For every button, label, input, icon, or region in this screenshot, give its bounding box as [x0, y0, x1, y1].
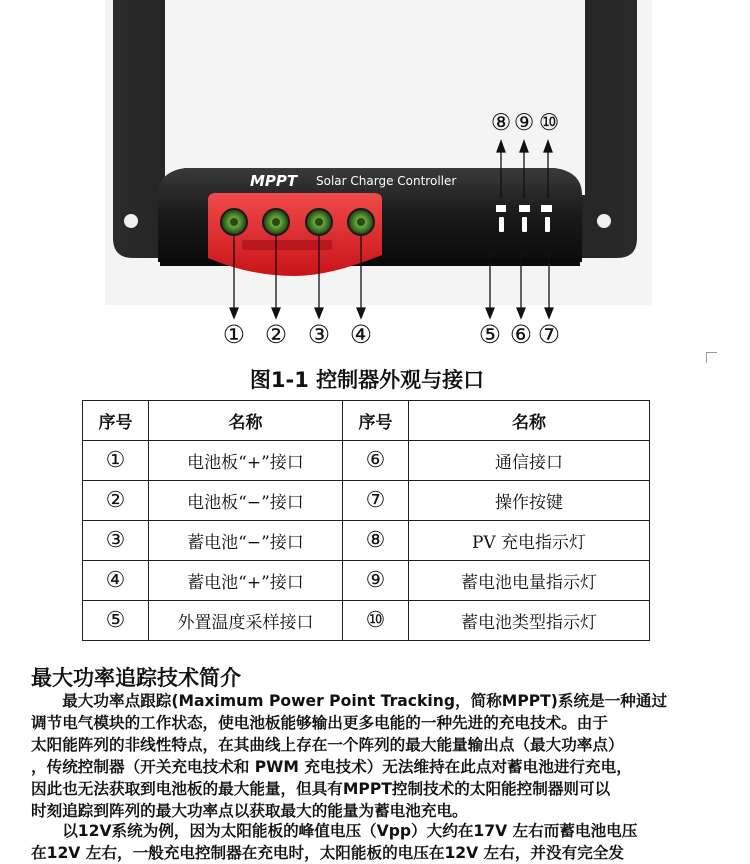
row-name: 外置温度采样接口 [149, 601, 343, 641]
row-index: ⑩ [343, 601, 409, 641]
callout-6: ⑥ [509, 320, 533, 349]
figure-caption: 图1-1 控制器外观与接口 [249, 368, 485, 392]
row-name: 蓄电池电量指示灯 [409, 561, 650, 601]
indicator-icons [496, 205, 552, 212]
table-row [83, 521, 650, 561]
battery-type-indicator-icon [541, 205, 552, 212]
row-index: ⑦ [343, 481, 409, 521]
paragraph-mppt-intro [31, 690, 731, 822]
table-row [83, 481, 650, 521]
table-header-row [83, 401, 650, 441]
row-index: ⑤ [83, 601, 149, 641]
row-index: ① [83, 441, 149, 481]
paragraph-line: 最大功率点跟踪(Maximum Power Point Tracking，简称MPPT)系统是一种通过 [31, 692, 668, 710]
row-name: 蓄电池“−”接口 [149, 521, 343, 561]
button-slot [545, 217, 550, 232]
port-table [82, 400, 650, 641]
row-name: 蓄电池“+”接口 [149, 561, 343, 601]
row-index: ⑧ [343, 521, 409, 561]
row-index: ③ [83, 521, 149, 561]
paragraph-12v-example [31, 820, 731, 864]
brand-logo: MPPT [250, 172, 298, 190]
row-index: ⑨ [343, 561, 409, 601]
callout-2: ② [264, 320, 288, 349]
product-name: Solar Charge Controller [316, 174, 457, 188]
row-index: ④ [83, 561, 149, 601]
pv-indicator-icon [496, 205, 506, 212]
mount-hole-left [124, 214, 138, 228]
callout-10: ⑩ [538, 110, 560, 136]
operate-button-slot [522, 217, 527, 232]
paragraph-line: ，传统控制器（开关充电技术和 PWM 充电技术）无法维持在此点对蓄电池进行充电， [31, 758, 632, 776]
paragraph-line: 在12V 左右，一般充电控制器在充电时，太阳能板的电压在12V 左右，并没有完全发 [31, 844, 624, 862]
header-name-right: 名称 [409, 401, 650, 441]
paragraph-line: 以12V系统为例，因为太阳能板的峰值电压（Vpp）大约在17V 左右而蓄电池电压 [31, 822, 638, 840]
mount-hole-right [597, 214, 611, 228]
row-index: ⑥ [343, 441, 409, 481]
header-index-right: 序号 [343, 401, 409, 441]
callout-3: ③ [307, 320, 331, 349]
row-index: ② [83, 481, 149, 521]
bottom-callout-row [0, 320, 750, 354]
row-name: 电池板“+”接口 [149, 441, 343, 481]
paragraph-line: 太阳能阵列的非线性特点，在其曲线上存在一个阵列的最大能量输出点（最大功率点） [31, 736, 624, 754]
callout-5: ⑤ [478, 320, 502, 349]
row-name: 操作按键 [409, 481, 650, 521]
comm-port-slot [499, 217, 504, 232]
table-row [83, 441, 650, 481]
table-row [83, 601, 650, 641]
header-name-left: 名称 [149, 401, 343, 441]
section-heading: 最大功率追踪技术简介 [31, 666, 241, 690]
table-row [83, 561, 650, 601]
callout-4: ④ [349, 320, 373, 349]
paragraph-line: 调节电气模块的工作状态，使电池板能够输出更多电能的一种先进的充电技术。由于 [31, 714, 608, 732]
paragraph-line: 时刻追踪到阵列的最大功率点以获取最大的能量为蓄电池充电。 [31, 802, 468, 820]
row-name: PV 充电指示灯 [409, 521, 650, 561]
callout-9: ⑨ [513, 110, 535, 136]
row-name: 蓄电池类型指示灯 [409, 601, 650, 641]
row-name: 电池板“−”接口 [149, 481, 343, 521]
battery-level-indicator-icon [519, 205, 530, 212]
row-name: 通信接口 [409, 441, 650, 481]
header-index-left: 序号 [83, 401, 149, 441]
crop-mark [706, 352, 717, 363]
paragraph-line: 因此也无法获取到电池板的最大能量，但具有MPPT控制技术的太阳能控制器则可以 [31, 780, 611, 798]
callout-7: ⑦ [537, 320, 561, 349]
controller-illustration [0, 0, 750, 355]
callout-8: ⑧ [490, 110, 512, 136]
callout-1: ① [222, 320, 246, 349]
